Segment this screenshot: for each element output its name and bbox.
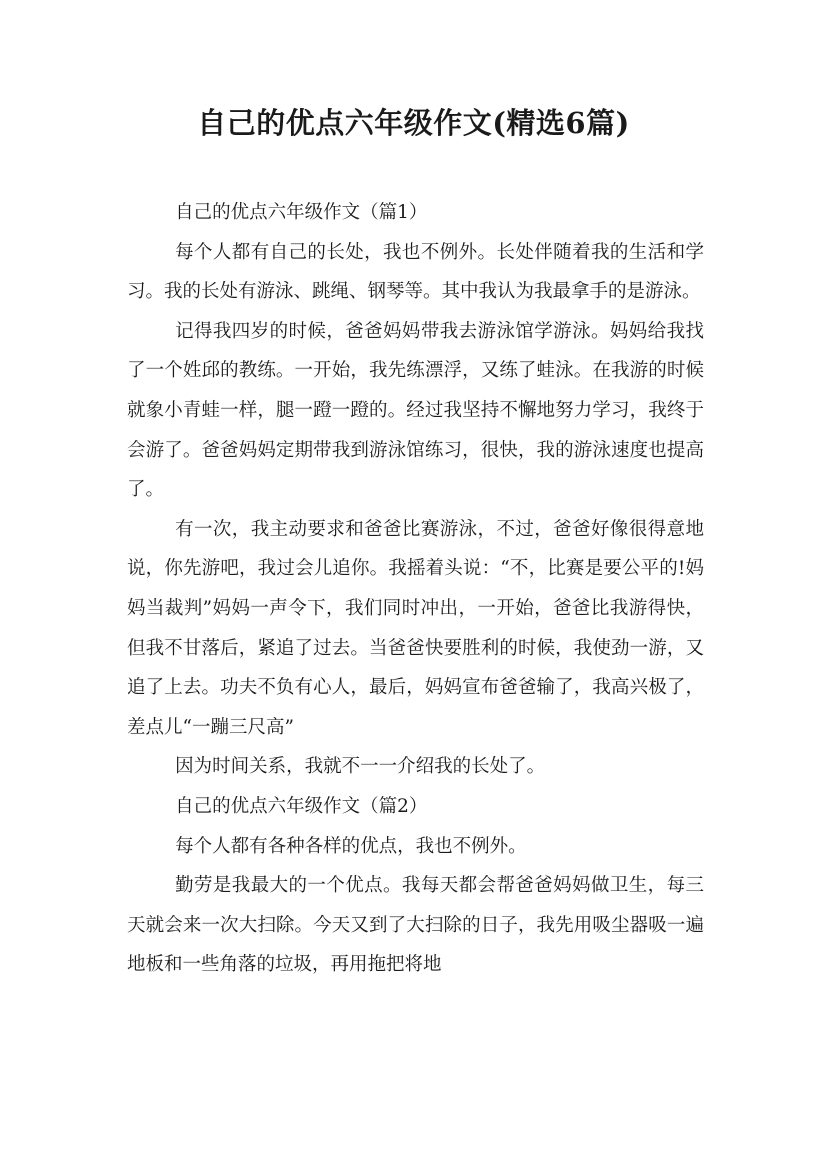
paragraph: 每个人都有自己的长处，我也不例外。长处伴随着我的生活和学习。我的长处有游泳、跳绳、钢琴等。其中我认为我最拿手的是游泳。 — [127, 241, 704, 303]
paragraph: 有一次，我主动要求和爸爸比赛游泳，不过，爸爸好像很得意地说，你先游吧，我过会儿追你。我摇着头说：“不，比赛是要公平的!妈妈当裁判”妈妈一声令下，我们同时冲出，一开始，爸爸比我游得快，但我不甘落后，紧追了过去。当爸爸快要胜利的时候，我使劲一游，又追了上去。功夫不负有心人，最后，妈妈宣布爸爸输了，我高兴极了，差点儿“一蹦三尺高” — [127, 518, 704, 738]
section-heading-2: 自己的优点六年级作文（篇2） — [175, 795, 428, 817]
document-body — [127, 193, 704, 985]
section-heading-1: 自己的优点六年级作文（篇1） — [175, 202, 428, 223]
paragraph: 因为时间关系，我就不一一介绍我的长处了。 — [175, 756, 546, 778]
paragraph: 记得我四岁的时候，爸爸妈妈带我去游泳馆学游泳。妈妈给我找了一个姓邱的教练。一开始，我先练漂浮，又练了蛙泳。在我游的时候就象小青蛙一样，腿一蹬一蹬的。经过我坚持不懈地努力学习，我终于会游了。爸爸妈妈定期带我到游泳馆练习，很快，我的游泳速度也提高了。 — [127, 320, 704, 501]
paragraph: 勤劳是我最大的一个优点。我每天都会帮爸爸妈妈做卫生，每三天就会来一次大扫除。今天又到了大扫除的日子，我先用吸尘器吸一遍地板和一些角落的垃圾，再用拖把将地 — [127, 875, 704, 976]
document-title: 自己的优点六年级作文(精选6篇) — [197, 106, 630, 140]
paragraph: 每个人都有各种各样的优点，我也不例外。 — [175, 835, 527, 857]
